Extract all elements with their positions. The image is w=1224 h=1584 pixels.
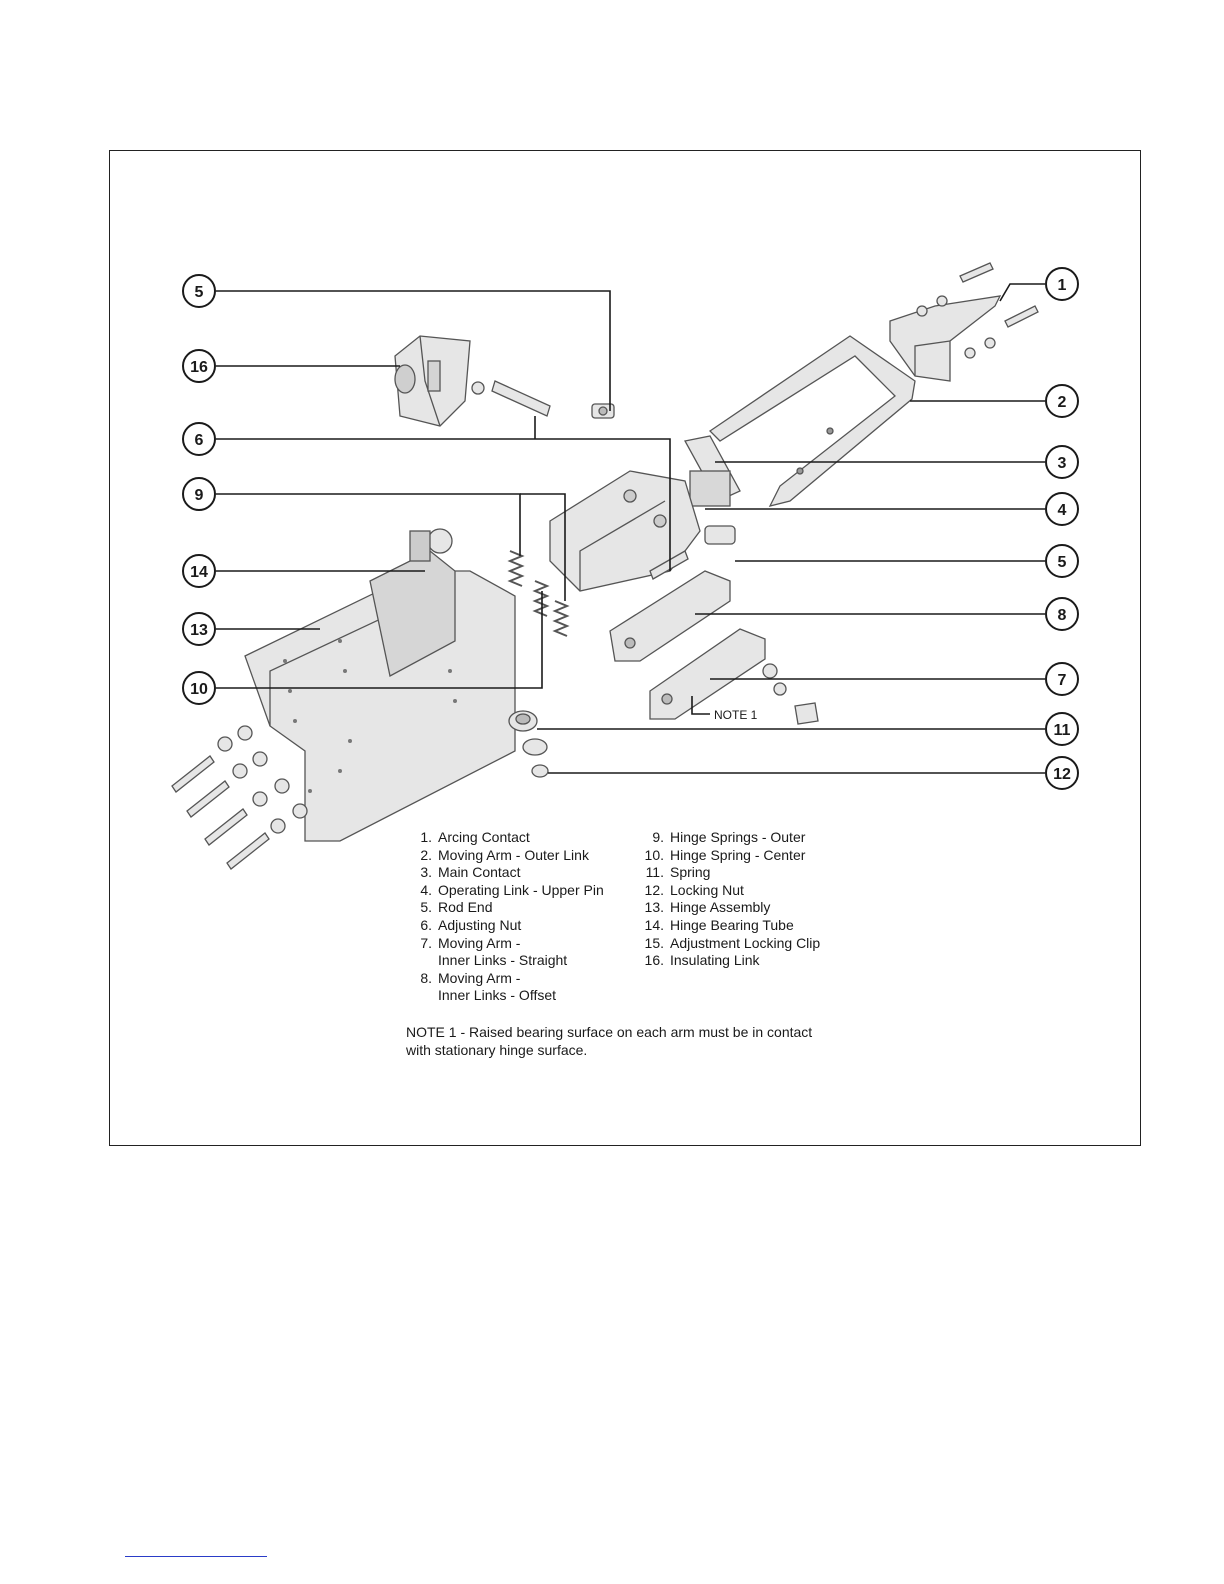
callout-5-right	[1046, 545, 1078, 577]
legend-item: 9. Hinge Springs - Outer	[652, 829, 806, 845]
callout-12	[1046, 757, 1078, 789]
insulating-link-part	[395, 336, 470, 426]
svg-text:7: 7	[1057, 672, 1067, 689]
legend-item: 16. Insulating Link	[644, 952, 760, 969]
legend-column-right	[638, 829, 878, 970]
legend-item: 5. Rod End	[420, 899, 493, 916]
svg-text:12: 12	[1053, 766, 1071, 783]
legend-column-left	[406, 829, 636, 1005]
callout-11	[1046, 713, 1078, 745]
callout-14	[183, 555, 215, 587]
mounting-bolts-part	[172, 726, 307, 869]
legend-item: 2. Moving Arm - Outer Link	[420, 846, 589, 863]
callout-9	[183, 478, 215, 510]
legend-item: 6. Adjusting Nut	[420, 916, 522, 933]
arcing-contact-part	[890, 263, 1038, 381]
callout-8	[1046, 598, 1078, 630]
legend-item: 12. Locking Nut	[644, 881, 744, 898]
callout-1	[1046, 268, 1078, 300]
note-1-text: NOTE 1 - Raised bearing surface on each arm must be in contact with stationary hinge surface.	[406, 1024, 813, 1058]
callout-16	[183, 350, 215, 382]
legend-item: 11. Spring	[645, 864, 711, 881]
hinge-assembly-part	[245, 529, 515, 841]
callout-4	[1046, 493, 1078, 525]
svg-text:5: 5	[194, 284, 204, 301]
svg-text:13: 13	[190, 622, 208, 639]
footer-link-underline[interactable]	[125, 1556, 267, 1557]
legend-item: 10. Hinge Spring - Center	[644, 846, 806, 863]
main-contact-part	[685, 436, 740, 506]
callout-13	[183, 613, 215, 645]
callout-5-top	[183, 275, 215, 307]
svg-text:2: 2	[1057, 394, 1067, 411]
moving-arm-outer-link-part	[710, 336, 915, 506]
legend-item: 13. Hinge Assembly	[644, 899, 771, 916]
svg-text:10: 10	[190, 681, 208, 698]
svg-text:8: 8	[1057, 607, 1067, 624]
legend-item: 14. Hinge Bearing Tube	[644, 916, 794, 933]
figure-frame	[109, 150, 1141, 1146]
svg-text:14: 14	[190, 564, 208, 581]
legend-item: 7. Moving Arm - Inner Links - Straight	[420, 934, 568, 969]
svg-text:11: 11	[1053, 722, 1071, 739]
legend-item: 4. Operating Link - Upper Pin	[420, 881, 604, 898]
svg-text:6: 6	[194, 432, 204, 449]
legend-item: 3. Main Contact	[420, 864, 521, 881]
callout-3	[1046, 446, 1078, 478]
callout-10	[183, 672, 215, 704]
svg-text:9: 9	[194, 487, 204, 504]
legend-item: 1. Arcing Contact	[420, 829, 530, 845]
svg-text:4: 4	[1057, 502, 1067, 519]
callout-7	[1046, 663, 1078, 695]
svg-text:1: 1	[1057, 277, 1067, 294]
rod-end-part	[472, 381, 614, 418]
callout-6	[183, 423, 215, 455]
svg-text:3: 3	[1057, 455, 1067, 472]
note-1-label: NOTE 1	[714, 708, 758, 722]
callout-2	[1046, 385, 1078, 417]
legend-item: 8. Moving Arm - Inner Links - Offset	[420, 969, 557, 1004]
legend-item: 15. Adjustment Locking Clip	[644, 934, 821, 951]
svg-text:5: 5	[1057, 554, 1067, 571]
svg-text:16: 16	[190, 359, 208, 376]
